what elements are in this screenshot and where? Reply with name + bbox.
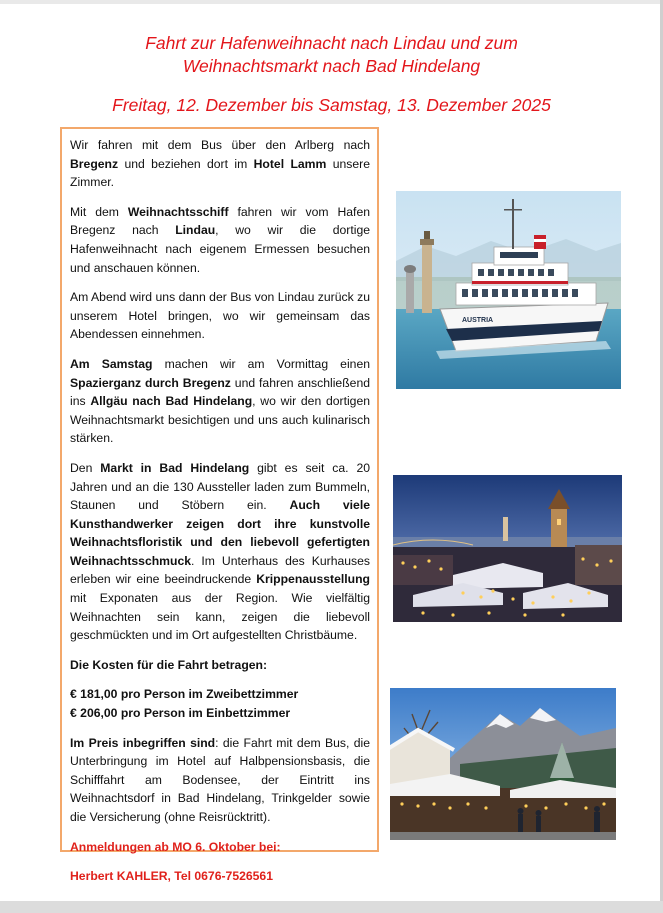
- paragraph-ship: Mit dem Weihnachtsschiff fahren wir vom Hafen Bregenz nach Lindau, wo wir die dortige Hafenweihnacht nach eigenem Ermessen besuchen und anschauen können.: [70, 204, 371, 275]
- title-line-1: Fahrt zur Hafenweihnacht nach Lindau und zum: [145, 33, 518, 53]
- contact-info: Herbert KAHLER, Tel 0676-7526561: [70, 869, 273, 884]
- window-top-edge: [0, 0, 663, 4]
- window-bottom-edge: [0, 901, 663, 913]
- costs-heading: Die Kosten für die Fahrt betragen:: [70, 657, 268, 672]
- title-line-2: Weihnachtsmarkt nach Bad Hindelang: [182, 56, 481, 76]
- hindelang-market-photo: [390, 688, 616, 840]
- harbour-market-photo: [393, 475, 622, 622]
- ship-name-label: AUSTRIA: [462, 317, 494, 324]
- paragraph-evening: Am Abend wird uns dann der Bus von Lindau zurück zu unserem Hotel bringen, wo wir gemeinsam das Abendessen einnehmen.: [70, 290, 370, 342]
- ship-photo: [396, 191, 621, 389]
- description-box: [60, 127, 379, 884]
- paragraph-market: Den Markt in Bad Hindelang gibt es seit ca. 20 Jahren und an die 130 Aussteller laden zum Bummeln, Staunen und Stöbern ein. Auch viele Kunsthandwerker zeigen dort ihre kunstvolle Weihnachtsfloristik und den liebevoll gefertigten Weihnachtsschmuck. Im Unterhaus des Kurhauses erleben wir eine beeindruckende Krippenausstellung mit Exponaten aus der Region. Wie vielfältig Weihnachten sein kann, zeigen die liebevoll geschmückten und im Ort aufgestellten Christbäume.: [70, 460, 371, 643]
- price-single-room: € 206,00 pro Person im Einbettzimmer: [70, 706, 291, 721]
- price-double-room: € 181,00 pro Person im Zweibettzimmer: [70, 687, 299, 702]
- paragraph-saturday: Am Samstag machen wir am Vormittag einen Spazierganz durch Bregenz und fahren anschließend ins Allgäu nach Bad Hindelang, wo wir den dortigen Weihnachtsmarkt besichtigen und uns auch kulinarisch stärken.: [70, 356, 371, 446]
- date-line: Freitag, 12. Dezember bis Samstag, 13. Dezember 2025: [112, 95, 551, 115]
- paragraph-arrival: Wir fahren mit dem Bus über den Arlberg nach Bregenz und beziehen dort im Hotel Lamm unsere Zimmer.: [70, 138, 370, 190]
- paragraph-included: Im Preis inbegriffen sind: die Fahrt mit dem Bus, die Unterbringung im Hotel auf Halbpensionsbasis, die Schifffahrt am Bodensee, der Eintritt ins Weihnachtsdorf in Bad Hindelang, Trinkgelder sowie die Versicherung (ohne Reisrücktritt).: [70, 735, 370, 824]
- registration-note: Anmeldungen ab MO 6. Oktober bei:: [70, 839, 281, 854]
